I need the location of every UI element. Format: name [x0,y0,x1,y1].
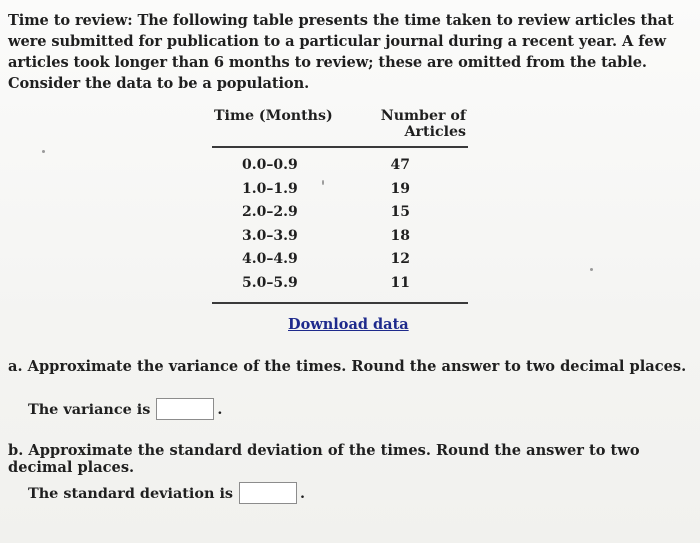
speck-mark [322,180,324,185]
header-time: Time (Months) [214,108,333,124]
question-b: b. Approximate the standard deviation of the times. Round the answer to two decimal places. [8,442,640,476]
header-articles: Number of Articles [380,108,466,140]
table-row [212,225,468,249]
std-dev-input[interactable] [239,482,297,504]
speck-mark [590,268,593,271]
table-row [212,178,468,202]
table-row [212,154,468,178]
data-table [212,108,468,304]
std-dev-label: The standard deviation is [28,484,234,502]
answer-a-line [28,398,222,420]
variance-label: The variance is [28,400,151,418]
table-header [212,108,468,148]
answer-b-line [28,482,305,504]
question-a: a. Approximate the variance of the times. Round the answer to two decimal places. [8,358,687,375]
download-data-link[interactable]: Download data [288,316,409,333]
time-cell: 2.0–2.9 [242,204,298,221]
table-row [212,201,468,225]
time-cell: 1.0–1.9 [242,180,298,197]
variance-input[interactable] [156,398,214,420]
period-text: . [300,484,306,502]
count-cell: 11 [390,274,410,291]
count-cell: 12 [390,251,410,268]
count-cell: 47 [390,157,410,173]
period-text: . [217,400,223,418]
time-cell: 4.0–4.9 [242,251,298,268]
count-cell: 18 [390,227,410,244]
time-cell: 0.0–0.9 [242,157,298,173]
speck-mark [42,150,45,153]
problem-statement: Time to review: The following table presents the time taken to review articles that were submitted for publication to a particular journal during a recent year. A few articles took longer than 6 months to review; these are omitted from the table. Consider the data to be a population. [8,12,674,92]
time-cell: 5.0–5.9 [242,274,298,291]
count-cell: 19 [390,180,410,197]
table-row [212,272,468,296]
table-body [212,148,468,304]
time-cell: 3.0–3.9 [242,227,298,244]
count-cell: 15 [390,204,410,221]
table-row [212,248,468,272]
